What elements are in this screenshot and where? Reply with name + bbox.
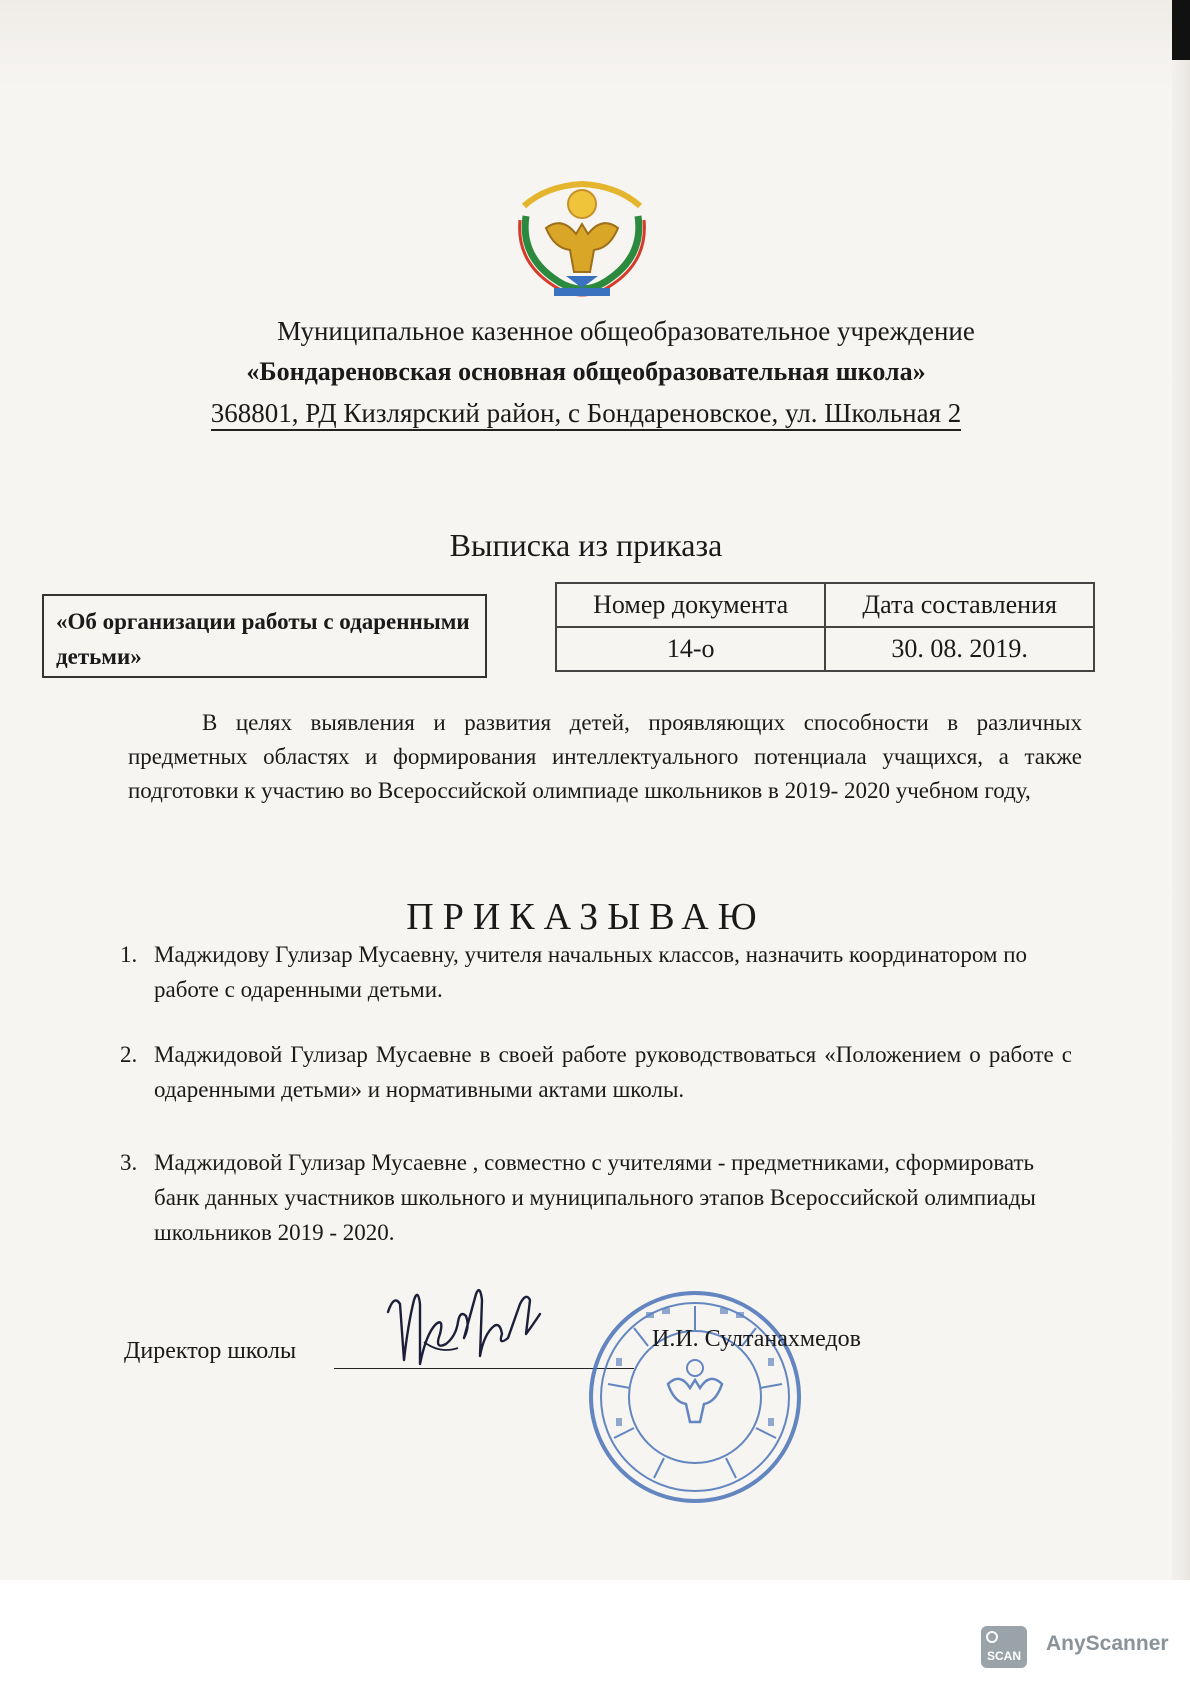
handwritten-signature <box>380 1264 550 1379</box>
document-meta-table <box>555 582 1095 672</box>
page-shadow-top <box>0 0 1172 90</box>
item-number: 3. <box>120 1150 138 1175</box>
school-address-text: 368801, РД Кизлярский район, с Бондареновское, ул. Школьная 2 <box>211 398 962 431</box>
school-address <box>0 398 1172 429</box>
school-seal-stamp <box>586 1288 804 1506</box>
item-text: Маджидовой Гулизар Мусаевне , совместно с учителями - предметниками, сформировать банк данных участников школьного и муниципального этапов Всероссийской олимпиады школьников 2019 - 2020. <box>154 1150 1036 1245</box>
item-text: Маджидову Гулизар Мусаевну, учителя начальных классов, назначить координатором по работе с одаренными детьми. <box>154 942 1028 1002</box>
scan-app-icon <box>980 1625 1028 1669</box>
page-edge <box>1172 0 1190 1580</box>
order-subject: «Об организации работы с одаренными детьми» <box>42 594 487 678</box>
number-label: Номер документа <box>556 583 825 627</box>
item-number: 2. <box>120 1042 138 1067</box>
director-name: И.И. Султанахмедов <box>652 1326 861 1352</box>
date-label: Дата составления <box>825 583 1094 627</box>
number-value: 14-о <box>556 627 825 671</box>
item-number: 1. <box>120 942 138 967</box>
institution-type: Муниципальное казенное общеобразовательное учреждение <box>277 316 975 346</box>
coat-of-arms-emblem <box>506 176 658 304</box>
preamble-text: В целях выявления и развития детей, проявляющих способности в различных предметных областях и формирования интеллектуального потенциала учащихся, а также подготовки к участию во Всероссийской олимпиаде школьников в 2019- 2020 учебном году, <box>128 710 1082 803</box>
document-title: Выписка из приказа <box>449 527 723 563</box>
order-heading: ПРИКАЗЫВАЮ <box>406 896 766 938</box>
scan-icon-label: SCAN <box>986 1649 1022 1663</box>
scan-corner <box>1172 0 1190 60</box>
school-name: «Бондареновская основная общеобразовательная школа» <box>246 357 926 386</box>
item-text: Маджидовой Гулизар Мусаевне в своей работе руководствоваться «Положением о работе с одаренными детьми» и нормативными актами школы. <box>154 1042 1072 1102</box>
date-value: 30. 08. 2019. <box>825 627 1094 671</box>
scanner-app-name: AnyScanner <box>1046 1632 1169 1655</box>
signatory-title: Директор школы <box>124 1338 297 1364</box>
